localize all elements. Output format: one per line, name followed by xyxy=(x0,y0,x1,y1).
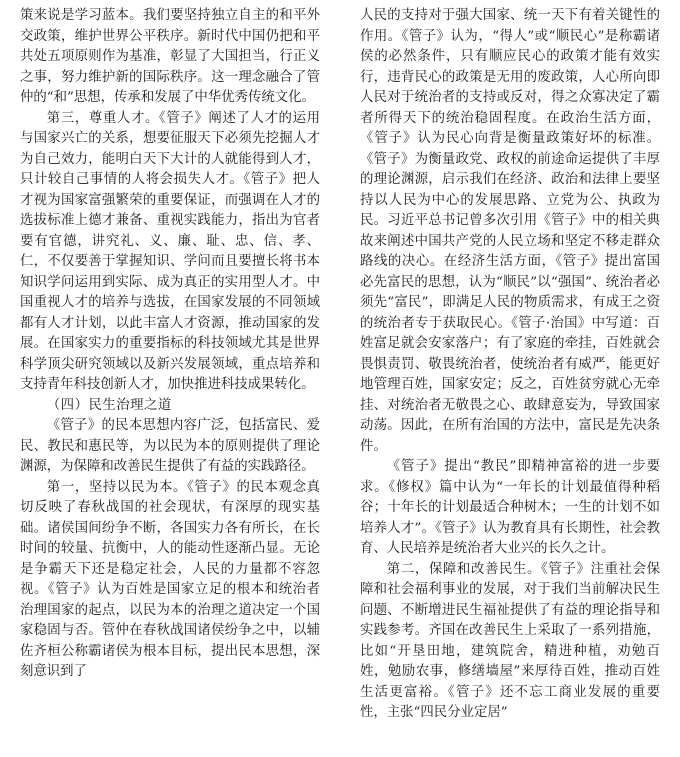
left-column xyxy=(20,6,320,751)
paragraph: 第二，保障和改善民生。《管子》注重社会保障和社会福利事业的发展，对于我们当前解决民生问题、不断增进民生福祉提供了有益的理论指导和实践参考。齐国在改善民生上采取了一系列措施，比如“开垦田地，建筑院舍，精进种植，劝勉百姓，勉励农事，修缮墙屋”来厚待百姓，推动百姓生活更富裕。《管子》还不忘工商业发展的重要性，主张“四民分业定居” xyxy=(360,561,660,720)
paragraph: 第三，尊重人才。《管子》阐述了人才的运用与国家兴亡的关系，想要征服天下必须先挖掘人才为自己效力，能明白天下大计的人就能得到人才，只计较自己事情的人将会损失人才。《管子》把人才视为国家富强繁荣的重要保证，而强调在人才的选拔标准上德才兼备、重视实践能力，指出为官者要有官德，讲究礼、义、廉、耻、忠、信、孝、仁，不仅要善于掌握知识、学问而且要擅长将书本知识学问运用到实际、成为真正的实用型人才。中国重视人才的培养与选拔，在国家发展的不同领域都有人才计划，以此丰富人才资源，推动国家的发展。在国家实力的重要指标的科技领域尤其是世界科学顶尖研究领域以及新兴发展领域，重点培养和支持青年科技创新人才，加快推进科技成果转化。 xyxy=(20,110,320,392)
section-heading: （四）民生治理之道 xyxy=(46,397,172,413)
paragraph: 人民的支持对于强大国家、统一天下有着关键性的作用。《管子》认为，“得人”或“顺民心”是称霸诸侯的必然条件，只有顺应民心的政策才能有效实行，违背民心的政策是无用的废政策，人心所向即人民对于统治者的支持或反对，得之众寡决定了霸者所得天下的统治稳固程度。在政治生活方面，《管子》认为民心向背是衡量政策好坏的标准。《管子》为衡量政党、政权的前途命运提供了丰厚的理论渊源，启示我们在经济、政治和法律上要坚持以人民为中心的发展思路、立党为公、执政为民。习近平总书记曾多次引用《管子》中的相关典故来阐述中国共产党的人民立场和坚定不移走群众路线的决心。在经济生活方面，《管子》提出富国必先富民的思想，认为“顺民”以“强国”、统治者必须先“富民”，即满足人民的物质需求，有成王之资的统治者专于获取民心。《管子·治国》中写道：百姓富足就会安家落户；有了家庭的牵挂，百姓就会畏惧责罚、敬畏统治者，使统治者有威严，能更好地管理百姓，国家安定；反之，百姓贫穷就心无牵挂、对统治者无敬畏之心、敢肆意妄为，导致国家动荡。因此，在所有治国的方法中，富民是先决条件。 xyxy=(360,8,660,454)
paragraph: 第一，坚持以民为本。《管子》的民本观念真切反映了春秋战国的社会现状，有深厚的现实基础。诸侯国间纷争不断，各国实力各有所长，在长时间的较量、抗衡中，人的能动性逐渐凸显。无论是争霸天下还是稳定社会，人民的力量都不容忽视。《管子》认为百姓是国家立足的根本和统治者治理国家的起点，以民为本的治理之道决定一个国家稳固与否。管仲在春秋战国诸侯纷争之中，以辅佐齐桓公称霸诸侯为根本目标，提出民本思想，深刻意识到了 xyxy=(20,479,320,679)
paragraph: 《管子》的民本思想内容广泛，包括富民、爱民、教民和惠民等，为以民为本的原则提供了理论渊源，为保障和改善民生提供了有益的实践路径。 xyxy=(20,418,320,474)
right-column xyxy=(360,6,660,751)
paragraph: 策来说是学习蓝本。我们要坚持独立自主的和平外交政策，维护世界公平秩序。新时代中国仍把和平共处五项原则作为基准，彰显了大国担当，行正义之事，努力维护新的国际秩序。这一理念融合了管仲的“和”思想，传承和发展了中华优秀传统文化。 xyxy=(20,8,320,105)
paragraph: 《管子》提出“教民”即精神富裕的进一步要求。《修权》篇中认为“一年长的计划最值得种稻谷；十年长的计划最适合种树木；一生的计划不如培养人才”。《管子》认为教育具有长期性，社会教育、人民培养是统治者大业兴的长久之计。 xyxy=(360,459,660,556)
document-page xyxy=(20,6,660,751)
